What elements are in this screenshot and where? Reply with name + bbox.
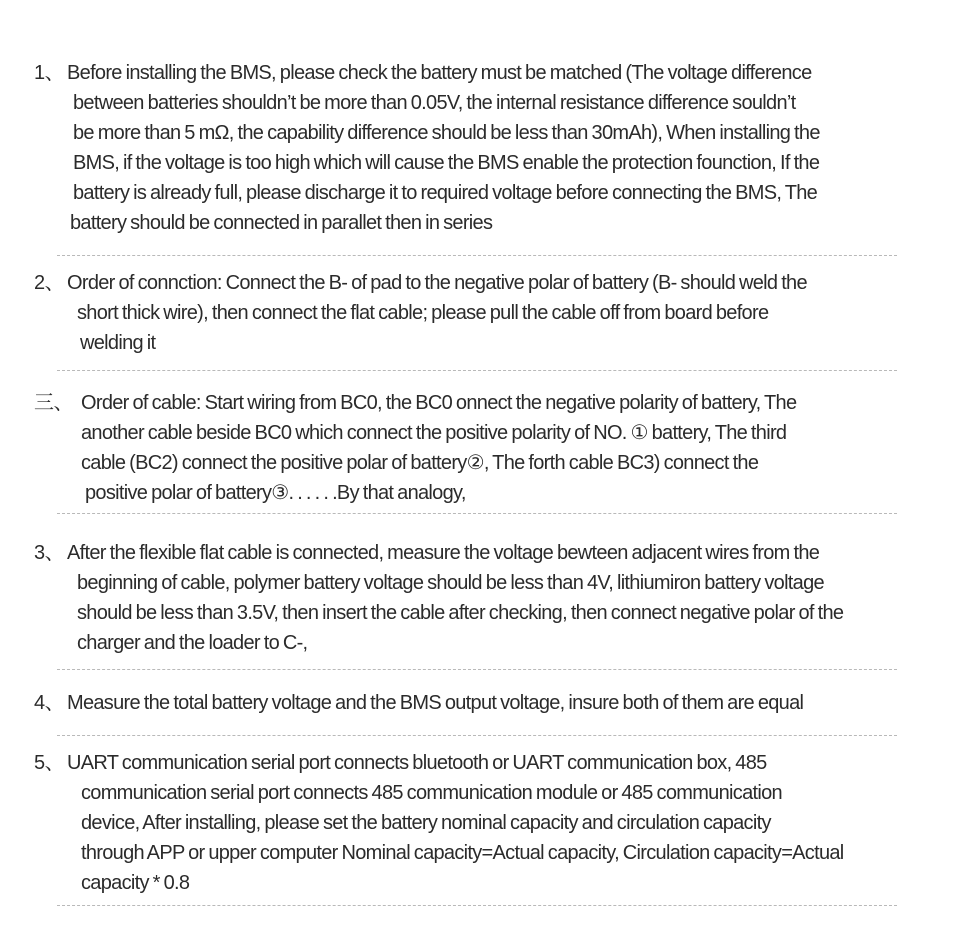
dashed-divider xyxy=(57,255,897,256)
step-text-line: between batteries shouldn’t be more than 0.05V, the internal resistance difference souldn’t xyxy=(73,92,796,114)
step-text-line: communication serial port connects 485 communication module or 485 communication xyxy=(81,782,782,804)
step-5 xyxy=(34,748,924,898)
step-marker: 三、 xyxy=(34,392,73,414)
step-text-line: cable (BC2) connect the positive polar of battery②, The forth cable BC3) connect the xyxy=(81,452,759,474)
step-text-line: another cable beside BC0 which connect the positive polarity of NO. ① battery, The third xyxy=(81,422,787,444)
step-2 xyxy=(34,268,924,358)
step-text-line: Before installing the BMS, please check the battery must be matched (The voltage difference xyxy=(67,62,812,84)
step-text-line: battery should be connected in parallet then in series xyxy=(70,212,493,234)
step-text-line: Order of connction: Connect the B- of pad to the negative polar of battery (B- should weld the xyxy=(67,272,807,294)
step-text-line: welding it xyxy=(80,332,156,354)
step-marker: 1、 xyxy=(34,62,65,84)
step-marker: 3、 xyxy=(34,542,65,564)
step-text-line: After the flexible flat cable is connected, measure the voltage bewteen adjacent wires from the xyxy=(67,542,820,564)
step-text-line: be more than 5 mΩ, the capability difference should be less than 30mAh), When installing the xyxy=(73,122,820,144)
dashed-divider xyxy=(57,905,897,906)
dashed-divider xyxy=(57,370,897,371)
step-marker: 2、 xyxy=(34,272,65,294)
step-text-line: should be less than 3.5V, then insert the cable after checking, then connect negative polar of the xyxy=(77,602,844,624)
step-marker: 4、 xyxy=(34,692,65,714)
step-text-line: Measure the total battery voltage and the BMS output voltage, insure both of them are equal xyxy=(67,692,804,714)
step-text-line: device, After installing, please set the battery nominal capacity and circulation capacity xyxy=(81,812,771,834)
step-4 xyxy=(34,688,924,718)
step-text-line: Order of cable: Start wiring from BC0, the BC0 onnect the negative polarity of battery, The xyxy=(81,392,797,414)
step-text-line: charger and the loader to C-, xyxy=(77,632,308,654)
dashed-divider xyxy=(57,735,897,736)
step-marker: 5、 xyxy=(34,752,65,774)
step-cable-order xyxy=(34,388,924,508)
step-text-line: beginning of cable, polymer battery voltage should be less than 4V, lithiumiron battery voltage xyxy=(77,572,824,594)
step-text-line: positive polar of battery③. . . . . .By that analogy, xyxy=(85,482,466,504)
step-text-line: capacity * 0.8 xyxy=(81,872,190,894)
step-text-line: through APP or upper computer Nominal capacity=Actual capacity, Circulation capacity=Actual xyxy=(81,842,844,864)
dashed-divider xyxy=(57,669,897,670)
step-text-line: battery is already full, please discharge it to required voltage before connecting the BMS, The xyxy=(73,182,818,204)
dashed-divider xyxy=(57,513,897,514)
step-1 xyxy=(34,58,924,238)
step-text-line: short thick wire), then connect the flat cable; please pull the cable off from board before xyxy=(77,302,769,324)
step-text-line: BMS, if the voltage is too high which will cause the BMS enable the protection founction, If the xyxy=(73,152,820,174)
step-3 xyxy=(34,538,924,658)
step-text-line: UART communication serial port connects bluetooth or UART communication box, 485 xyxy=(67,752,767,774)
